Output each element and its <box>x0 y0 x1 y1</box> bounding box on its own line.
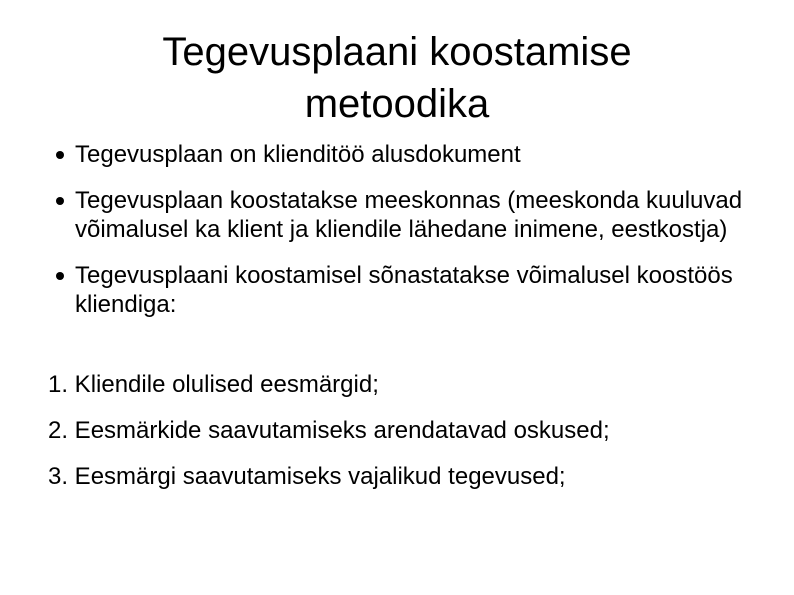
numbered-item: 3. Eesmärgi saavutamiseks vajalikud tegevused; <box>48 463 566 490</box>
bullet-dot-icon <box>56 272 64 280</box>
bullet-dot-icon <box>56 151 64 159</box>
slide-title <box>60 26 734 130</box>
slide-title-line1: Tegevusplaani koostamise <box>162 30 632 74</box>
bullet-text: Tegevusplaani koostamisel sõnastatakse võimalusel koostöös kliendiga: <box>75 262 733 318</box>
bullet-text: Tegevusplaan on klienditöö alusdokument <box>75 141 521 168</box>
numbered-item: 1. Kliendile olulised eesmärgid; <box>48 371 379 398</box>
bullet-list <box>0 140 794 336</box>
slide-title-line2: metoodika <box>304 82 490 126</box>
bullet-text: Tegevusplaan koostatakse meeskonnas (meeskonda kuuluvad võimalusel ka klient ja kliendile lähedane inimene, eestkostja) <box>75 187 743 243</box>
numbered-list <box>48 370 768 508</box>
bullet-item <box>0 140 794 169</box>
bullet-dot-icon <box>56 197 64 205</box>
numbered-item: 2. Eesmärkide saavutamiseks arendatavad oskused; <box>48 417 610 444</box>
bullet-item <box>0 261 794 319</box>
bullet-item <box>0 186 794 244</box>
